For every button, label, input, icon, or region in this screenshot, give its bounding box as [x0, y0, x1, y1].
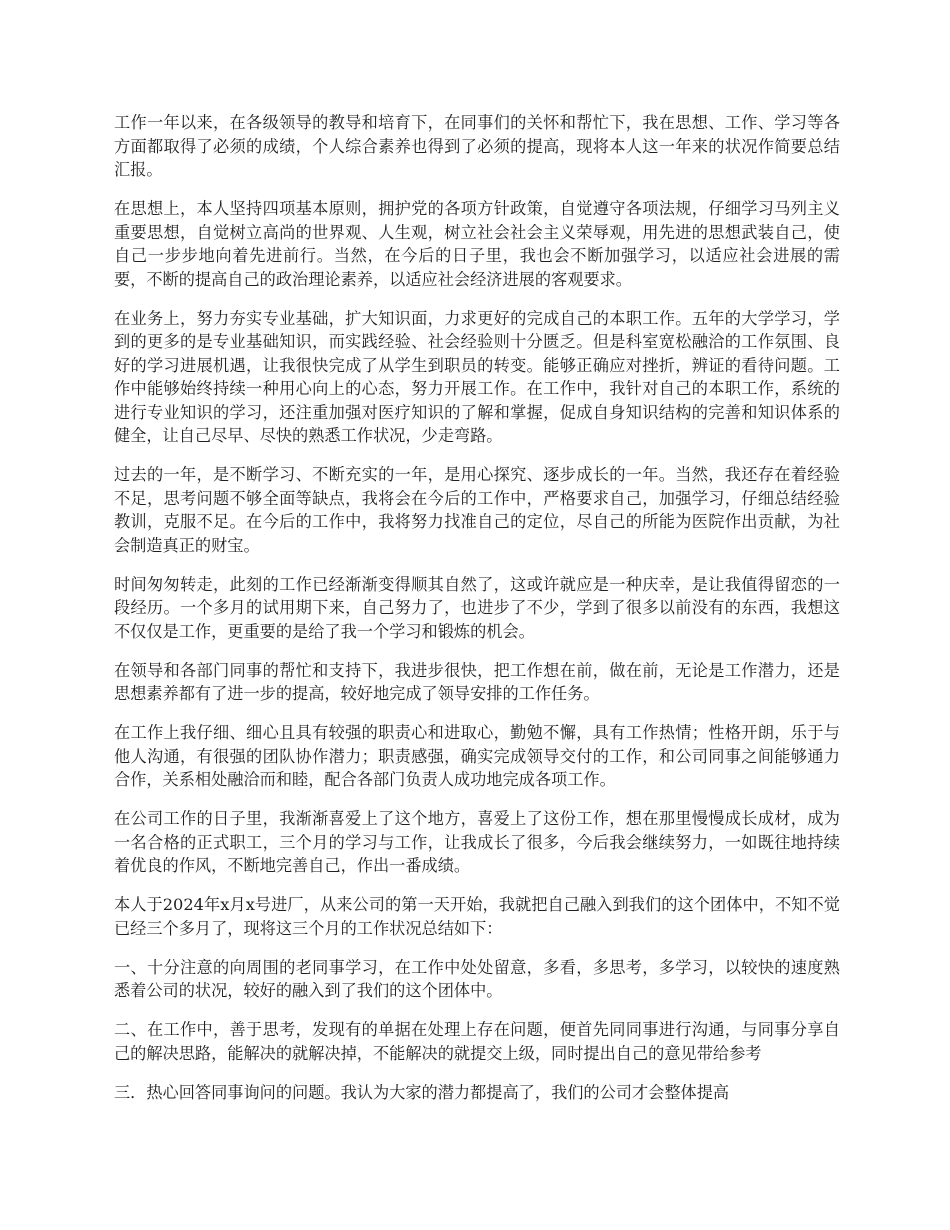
paragraph-attitude: 在工作上我仔细、细心且具有较强的职责心和进取心，勤勉不懈，具有工作热情；性格开朗，乐于与他人沟通，有很强的团队协作潜力；职责感强，确实完成领导交付的工作，和公司同事之间能够通力合作，关系相处融洽而和睦，配合各部门负责人成功地完成各项工作。 [114, 723, 840, 789]
paragraph-past-year: 过去的一年，是不断学习、不断充实的一年，是用心探究、逐步成长的一年。当然，我还存在着经验不足，思考问题不够全面等缺点，我将会在今后的工作中，严格要求自己，加强学习，仔细总结经验教训，克服不足。在今后的工作中，我将努力找准自己的定位，尽自己的所能为医院作出贡献，为社会制造真正的财宝。 [114, 465, 840, 555]
document-body [114, 111, 840, 1120]
paragraph-ideology: 在思想上，本人坚持四项基本原则，拥护党的各项方针政策，自觉遵守各项法规，仔细学习马列主义重要思想，自觉树立高尚的世界观、人生观，树立社会社会主义荣辱观，用先进的思想武装自己，使自己一步步地向着先进前行。当然，在今后的日子里，我也会不断加强学习，以适应社会进展的需要，不断的提高自己的政治理论素养，以适应社会经济进展的客观要求。 [114, 199, 840, 289]
paragraph-point-two: 二、在工作中，善于思考，发现有的单据在处理上存在问题，便首先同同事进行沟通，与同事分享自己的解决思路，能解决的就解决掉，不能解决的就提交上级，同时提出自己的意见带给参考 [114, 1020, 840, 1063]
paragraph-business: 在业务上，努力夯实专业基础，扩大知识面，力求更好的完成自己的本职工作。五年的大学学习，学到的更多的是专业基础知识，而实践经验、社会经验则十分匮乏。但是科室宽松融洽的工作氛围、良好的学习进展机遇，让我很快完成了从学生到职员的转变。能够正确应对挫折，辨证的看待问题。工作中能够始终持续一种用心向上的心态，努力开展工作。在工作中，我针对自己的本职工作，系统的进行专业知识的学习，还注重加强对医疗知识的了解和掌握，促成自身知识结构的完善和知识体系的健全，让自己尽早、尽快的熟悉工作状况，少走弯路。 [114, 308, 840, 445]
paragraph-point-one: 一、十分注意的向周围的老同事学习，在工作中处处留意，多看，多思考，多学习，以较快的速度熟悉着公司的状况，较好的融入到了我们的这个团体中。 [114, 957, 840, 1000]
paragraph-growth: 在公司工作的日子里，我渐渐喜爱上了这个地方，喜爱上了这份工作，想在那里慢慢成长成材，成为一名合格的正式职工，三个月的学习与工作，让我成长了很多，今后我会继续努力，一如既往地持续着优良的作风，不断地完善自己，作出一番成绩。 [114, 809, 840, 875]
paragraph-probation: 时间匆匆转走，此刻的工作已经渐渐变得顺其自然了，这或许就应是一种庆幸，是让我值得留恋的一段经历。一个多月的试用期下来，自己努力了，也进步了不少，学到了很多以前没有的东西，我想这不仅仅是工作，更重要的是给了我一个学习和锻炼的机会。 [114, 574, 840, 641]
paragraph-support: 在领导和各部门同事的帮忙和支持下，我进步很快，把工作想在前，做在前，无论是工作潜力，还是思想素养都有了进一步的提高，较好地完成了领导安排的工作任务。 [114, 660, 840, 703]
paragraph-point-three: 三．热心回答同事询问的问题。我认为大家的潜力都提高了，我们的公司才会整体提高 [114, 1082, 730, 1102]
paragraph-intro: 工作一年以来，在各级领导的教导和培育下，在同事们的关怀和帮忙下，我在思想、工作、学习等各方面都取得了必须的成绩，个人综合素养也得到了必须的提高，现将本人这一年来的状况作简要总结汇报。 [114, 113, 840, 179]
paragraph-joining: 本人于2024年x月x号进厂，从来公司的第一天开始，我就把自己融入到我们的这个团体中，不知不觉已经三个多月了，现将这三个月的工作状况总结如下： [114, 895, 840, 938]
